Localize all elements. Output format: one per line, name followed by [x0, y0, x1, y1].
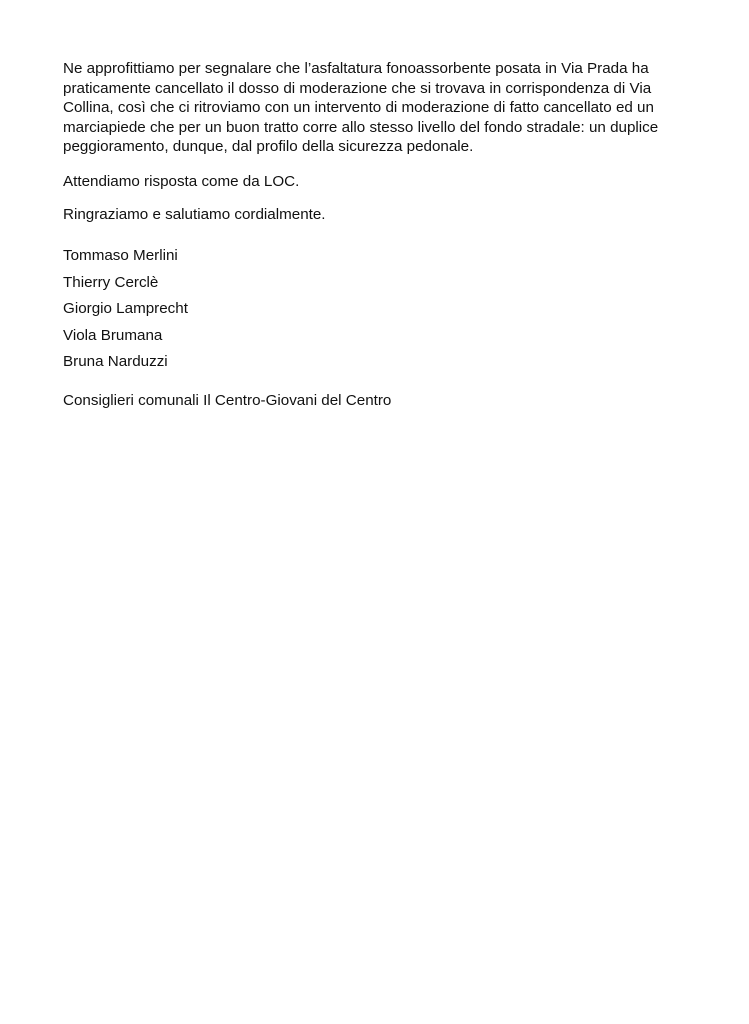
- letter-body: [63, 59, 688, 410]
- paragraph-line: Ne approfittiamo per segnalare che l’asfaltatura fonoassorbente posata in Via Prada ha: [63, 60, 649, 77]
- signatory-name: Giorgio Lamprecht: [63, 300, 188, 318]
- paragraph-closing-greeting: Ringraziamo e salutiamo cordialmente.: [63, 205, 326, 223]
- signatories-affiliation: Consiglieri comunali Il Centro-Giovani del Centro: [63, 391, 392, 409]
- signatories-list: [63, 246, 688, 379]
- paragraph-line: Collina, così che ci ritroviamo con un intervento di moderazione di fatto cancellato ed un: [63, 99, 654, 117]
- paragraph-road-surface: [63, 59, 688, 157]
- paragraph-awaiting-response: Attendiamo risposta come da LOC.: [63, 172, 300, 190]
- paragraph-line: marciapiede che per un buon tratto corre allo stesso livello del fondo stradale: un duplice: [63, 118, 659, 136]
- signatory-name: Bruna Narduzzi: [63, 353, 168, 371]
- paragraph-line: peggioramento, dunque, dal profilo della sicurezza pedonale.: [63, 138, 474, 156]
- paragraph-line: praticamente cancellato il dosso di moderazione che si trovava in corrispondenza di Via: [63, 79, 652, 97]
- signatory-name: Viola Brumana: [63, 326, 163, 344]
- signatory-name: Tommaso Merlini: [63, 247, 178, 265]
- signatory-name: Thierry Cerclè: [63, 273, 159, 291]
